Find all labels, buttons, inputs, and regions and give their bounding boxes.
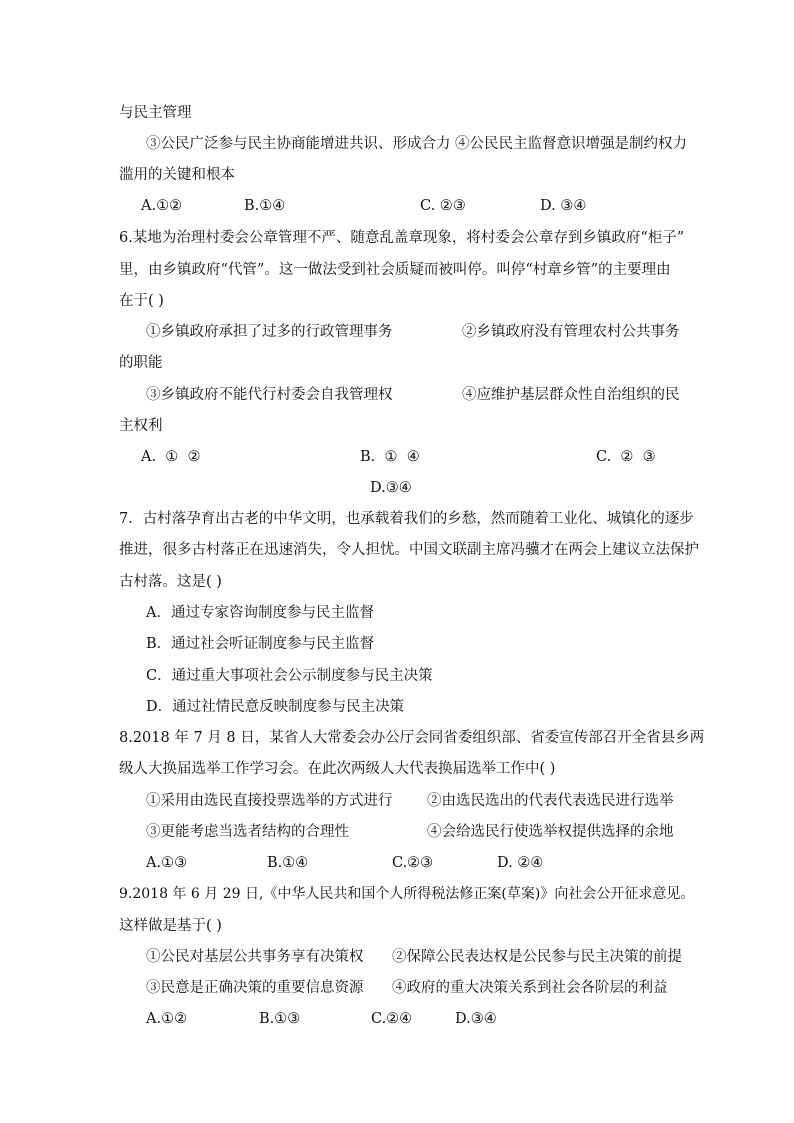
q8-option-d: D. ②④ xyxy=(497,855,544,871)
q6-option-a: A. ① ② xyxy=(141,449,201,465)
q5-statement-4: ④公民民主监督意识增强是制约权力 xyxy=(455,136,687,152)
q8-statement-4: ④会给选民行使选举权提供选择的余地 xyxy=(427,824,674,840)
q7-line-3: 古村落。这是( ) xyxy=(119,574,222,590)
q8-option-b: B.①④ xyxy=(267,855,309,871)
q9-line-1: 9.2018 年 6 月 29 日,《中华人民共和国个人所得税法修正案(草案)》向社会公开征求意见。 xyxy=(119,886,695,902)
q7-option-c: C．通过重大事项社会公示制度参与民主决策 xyxy=(146,668,433,684)
q8-option-c: C.②③ xyxy=(392,855,434,871)
q9-statement-4: ④政府的重大决策关系到社会各阶层的利益 xyxy=(392,980,668,996)
q9-statement-3: ③民意是正确决策的重要信息资源 xyxy=(146,980,364,996)
q9-option-d: D.③④ xyxy=(455,1011,497,1027)
q7-option-d: D．通过社情民意反映制度参与民主决策 xyxy=(146,699,405,715)
q7-line-2: 推进，很多古村落正在迅速消失，令人担忧。中国文联副主席冯骥才在两会上建议立法保护 xyxy=(119,542,699,558)
q8-option-a: A.①③ xyxy=(146,855,188,871)
q6-line-2: 里，由乡镇政府“代管”。这一做法受到社会质疑而被叫停。叫停“村章乡管”的主要理由 xyxy=(119,262,671,278)
q8-line-2: 级人大换届选举工作学习会。在此次两级人大代表换届选举工作中( ) xyxy=(119,761,556,777)
q8-statement-1: ①采用由选民直接投票选举的方式进行 xyxy=(146,793,393,809)
q7-option-a: A．通过专家咨询制度参与民主监督 xyxy=(146,605,374,621)
q6-option-d: D.③④ xyxy=(370,480,412,496)
q8-line-1: 8.2018 年 7 月 8 日，某省人大常委会办公厅会同省委组织部、省委宣传部召开全省县乡两 xyxy=(119,730,705,746)
q9-statement-1: ①公民对基层公共事务享有决策权 xyxy=(146,949,364,965)
q6-statement-4: ④应维护基层群众性自治组织的民 xyxy=(462,387,680,403)
q5-statement-3: ③公民广泛参与民主协商能增进共识、形成合力 xyxy=(146,136,451,152)
q6-option-c: C. ② ③ xyxy=(596,449,656,465)
q9-option-b: B.①③ xyxy=(259,1011,301,1027)
q5-option-c: C. ②③ xyxy=(420,198,466,214)
q7-line-1: 7．古村落孕育出古老的中华文明，也承载着我们的乡愁，然而随着工业化、城镇化的逐步 xyxy=(119,511,694,527)
q6-statement-3: ③乡镇政府不能代行村委会自我管理权 xyxy=(146,387,393,403)
q9-statement-2: ②保障公民表达权是公民参与民主决策的前提 xyxy=(392,949,682,965)
q7-option-b: B．通过社会听证制度参与民主监督 xyxy=(146,636,375,652)
q9-line-2: 这样做是基于( ) xyxy=(119,918,222,934)
q6-statement-4-cont: 主权利 xyxy=(119,418,163,434)
q8-statement-2: ②由选民选出的代表代表选民进行选举 xyxy=(427,793,674,809)
q6-statement-1: ①乡镇政府承担了过多的行政管理事务 xyxy=(146,324,393,340)
q6-option-b: B. ① ④ xyxy=(360,449,420,465)
q6-statement-2: ②乡镇政府没有管理农村公共事务 xyxy=(462,324,680,340)
q9-option-a: A.①② xyxy=(146,1011,188,1027)
q6-line-1: 6.某地为治理村委会公章管理不严、随意乱盖章现象，将村委会公章存到乡镇政府“柜子” xyxy=(119,230,685,246)
q5-statement-4-cont: 滥用的关键和根本 xyxy=(119,167,235,183)
q5-option-a: A.①② xyxy=(141,198,183,214)
q5-line-1: 与民主管理 xyxy=(119,105,192,121)
q5-option-d: D. ③④ xyxy=(540,198,587,214)
q6-statement-2-cont: 的职能 xyxy=(119,355,163,371)
q6-line-3: 在于( ) xyxy=(119,293,164,309)
q9-option-c: C.②④ xyxy=(371,1011,413,1027)
q5-option-b: B.①④ xyxy=(244,198,286,214)
q8-statement-3: ③更能考虑当选者结构的合理性 xyxy=(146,824,349,840)
